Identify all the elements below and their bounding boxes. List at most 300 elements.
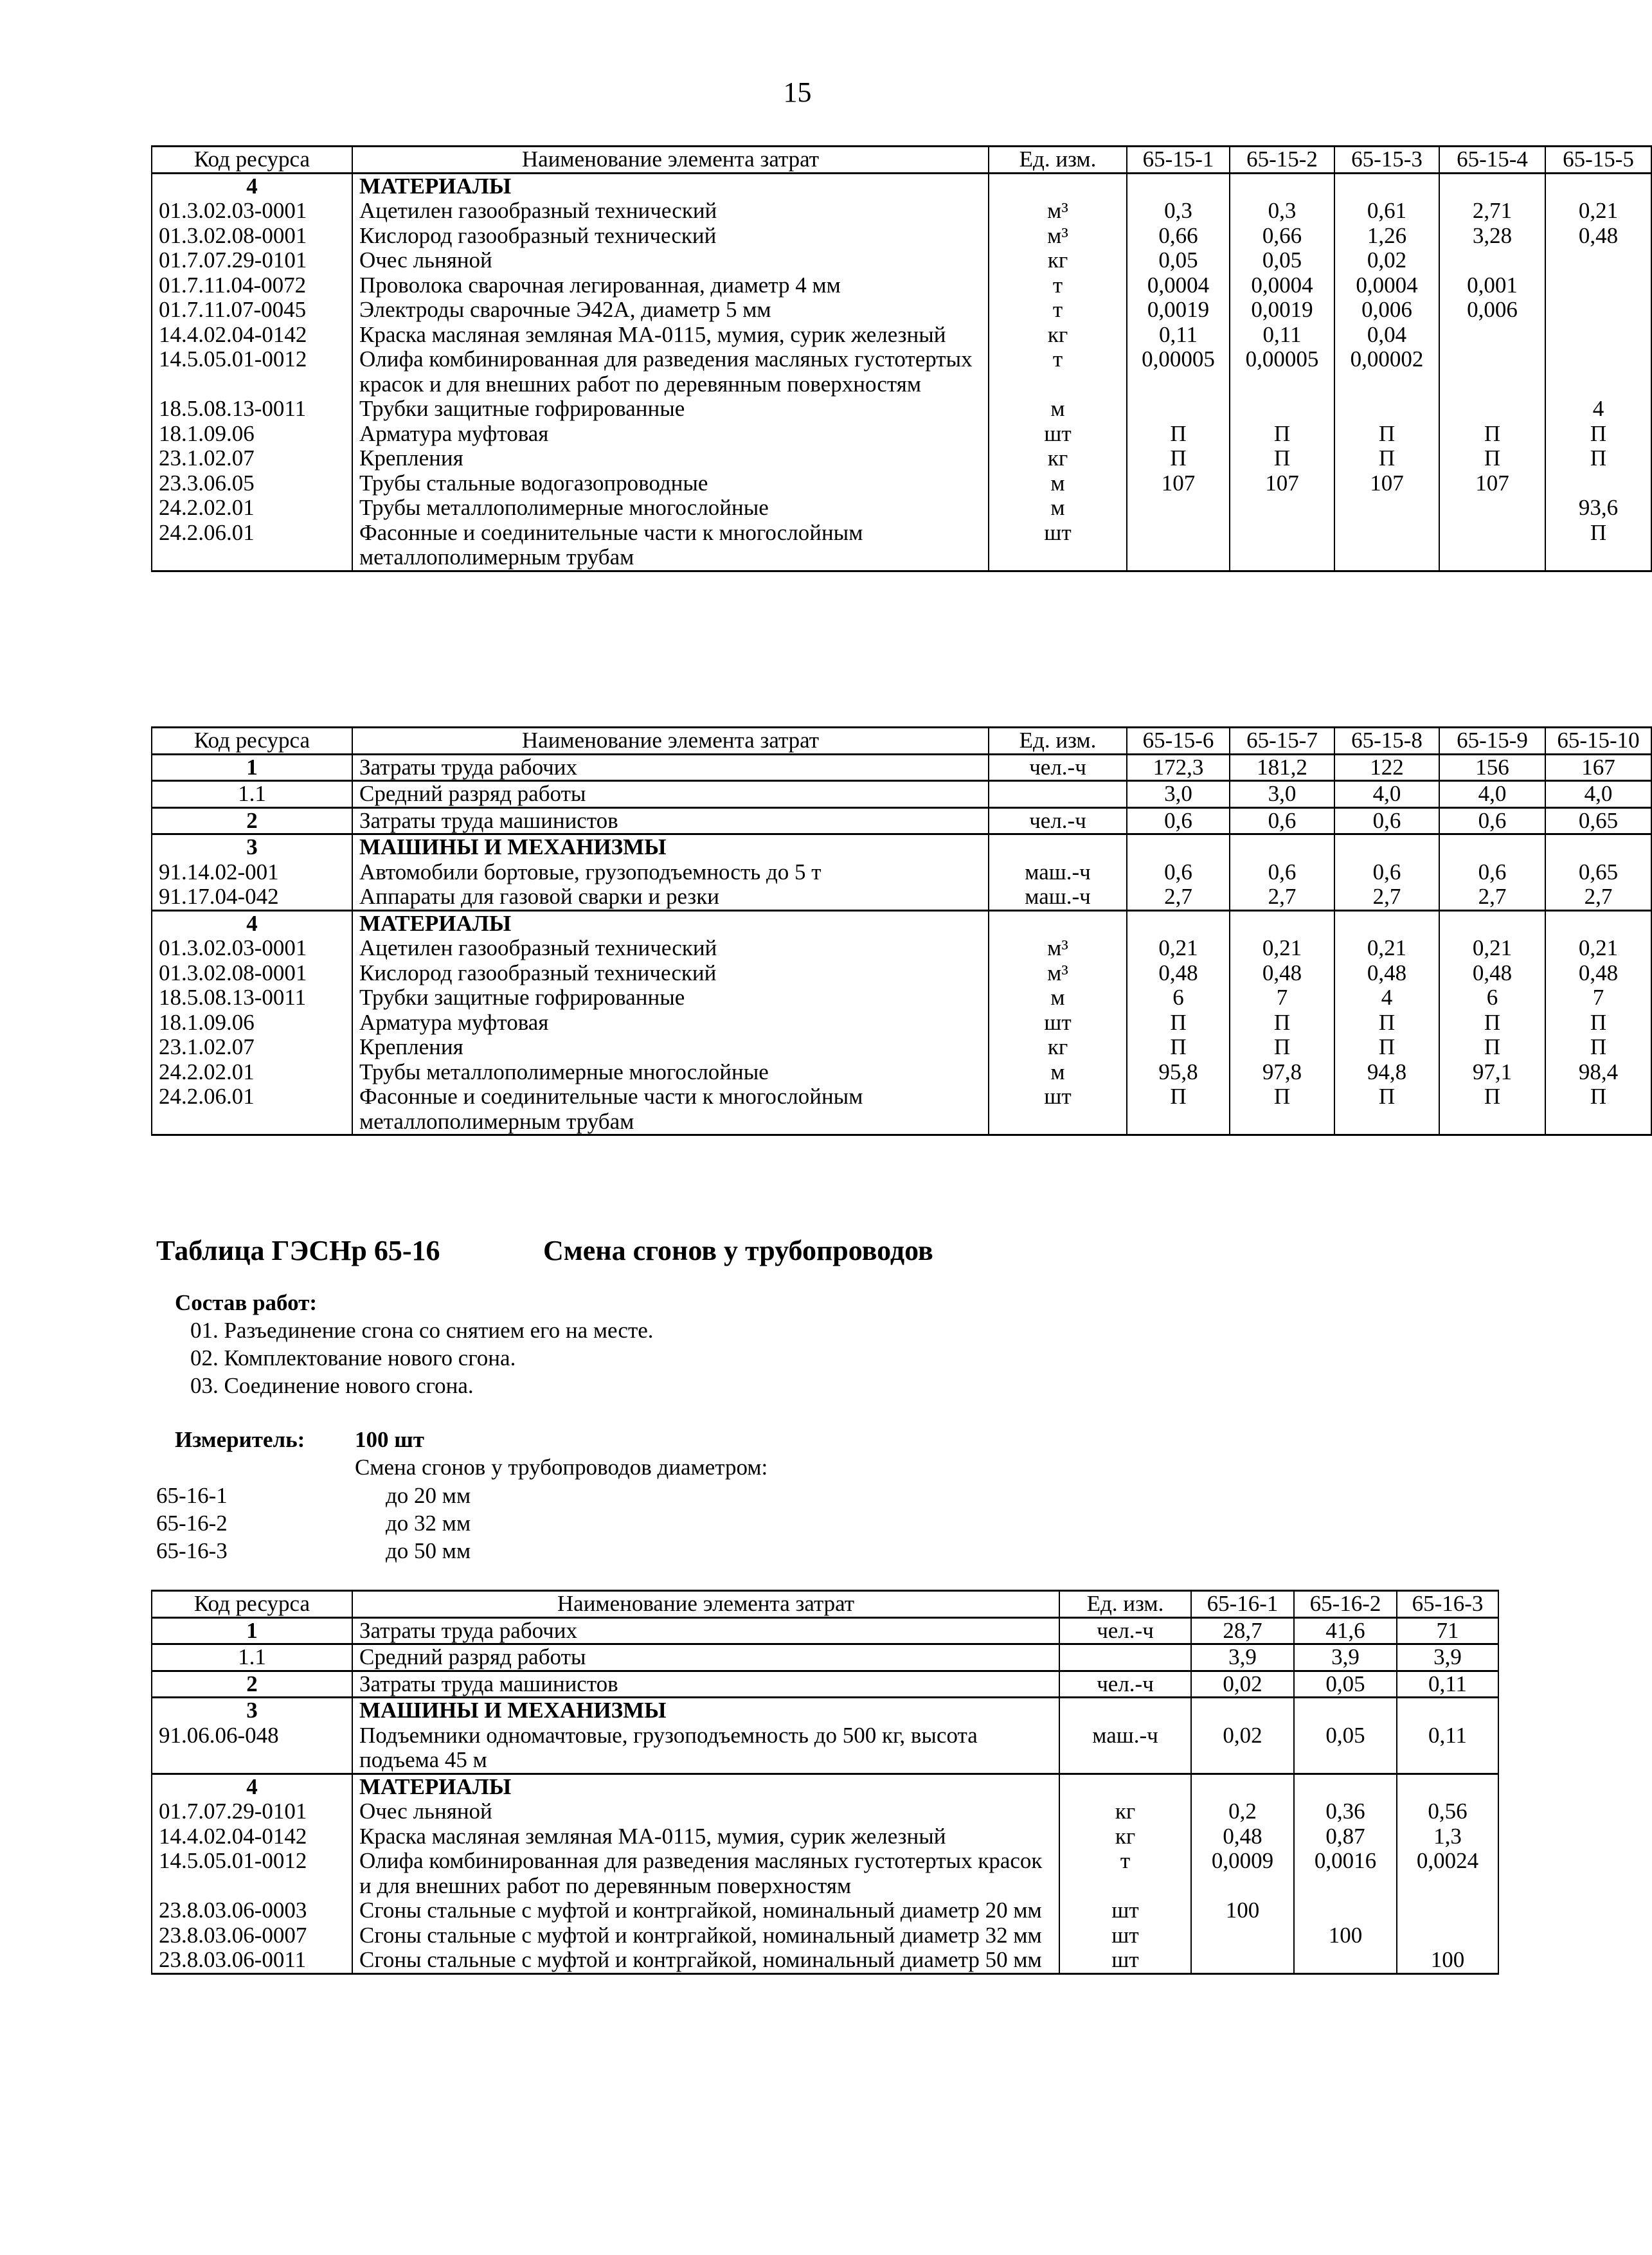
- resource-name: МАШИНЫ И МЕХАНИЗМЫ: [352, 834, 989, 860]
- unit: шт: [1059, 1923, 1191, 1948]
- value-cell: П: [1334, 422, 1439, 447]
- value-cell: [1127, 910, 1230, 936]
- table-row: [152, 1948, 1498, 1973]
- table-row: [152, 860, 1651, 885]
- resource-name: Средний разряд работы: [352, 781, 989, 808]
- value-cell: П: [1230, 1035, 1334, 1060]
- value-cell: [1334, 496, 1439, 521]
- value-cell: 4: [1545, 397, 1651, 422]
- resource-code: 01.3.02.03-0001: [152, 199, 352, 224]
- column-header: Наименование элемента затрат: [352, 1591, 1059, 1618]
- value-cell: 0,05: [1127, 248, 1230, 273]
- value-cell: П: [1545, 1084, 1651, 1135]
- value-cell: 0,006: [1439, 298, 1545, 323]
- value-cell: [1545, 910, 1651, 936]
- value-cell: 0,11: [1397, 1671, 1498, 1698]
- value-cell: 0,6: [1334, 807, 1439, 834]
- resource-name: Автомобили бортовые, грузоподъемность до 5 т: [352, 860, 989, 885]
- value-cell: 0,3: [1127, 199, 1230, 224]
- value-cell: 0,21: [1230, 936, 1334, 961]
- value-cell: 167: [1545, 754, 1651, 781]
- table-row: [152, 754, 1651, 781]
- column-header: 65-15-10: [1545, 728, 1651, 755]
- value-cell: 3,9: [1294, 1644, 1397, 1671]
- resource-name: Очес льняной: [352, 1799, 1059, 1824]
- value-cell: [1439, 347, 1545, 397]
- value-cell: П: [1127, 1035, 1230, 1060]
- unit: [1059, 1774, 1191, 1799]
- resource-name: Трубки защитные гофрированные: [352, 397, 989, 422]
- value-cell: 4,0: [1439, 781, 1545, 808]
- table-row: [152, 323, 1651, 348]
- resource-table-65-15-1-5: [151, 145, 1652, 572]
- resource-name: Фасонные и соединительные части к многослойным металлополимерным трубам: [352, 1084, 989, 1135]
- value-cell: 0,0004: [1334, 273, 1439, 298]
- value-cell: 0,6: [1230, 860, 1334, 885]
- table-row: [152, 1723, 1498, 1774]
- value-cell: П: [1545, 1035, 1651, 1060]
- resource-code: 18.1.09.06: [152, 422, 352, 447]
- table-row: [152, 1799, 1498, 1824]
- value-cell: 0,87: [1294, 1824, 1397, 1849]
- unit: м³: [989, 199, 1127, 224]
- value-cell: П: [1545, 521, 1651, 571]
- page-number: 15: [783, 76, 812, 108]
- value-cell: 0,0009: [1191, 1849, 1294, 1898]
- resource-code: 4: [152, 173, 352, 199]
- value-cell: [1127, 173, 1230, 199]
- table-row: [152, 1849, 1498, 1898]
- value-cell: [1230, 496, 1334, 521]
- value-cell: П: [1545, 1011, 1651, 1036]
- resource-code: 91.14.02-001: [152, 860, 352, 885]
- value-cell: 0,48: [1127, 961, 1230, 986]
- value-cell: [1545, 273, 1651, 298]
- table-row: [152, 1084, 1651, 1135]
- table-header-row: [152, 728, 1651, 755]
- value-cell: 3,9: [1191, 1644, 1294, 1671]
- value-cell: [1334, 521, 1439, 571]
- column-header: Код ресурса: [152, 728, 352, 755]
- value-cell: 0,6: [1230, 807, 1334, 834]
- variant-text: до 32 мм: [386, 1511, 471, 1536]
- value-cell: [1230, 397, 1334, 422]
- table-row: [152, 885, 1651, 910]
- value-cell: 41,6: [1294, 1617, 1397, 1644]
- value-cell: [1191, 1948, 1294, 1973]
- unit: шт: [1059, 1948, 1191, 1973]
- resource-name: Очес льняной: [352, 248, 989, 273]
- value-cell: 4,0: [1545, 781, 1651, 808]
- unit: м: [989, 985, 1127, 1011]
- table-row: [152, 1011, 1651, 1036]
- variant-code: 65-16-3: [156, 1538, 228, 1564]
- value-cell: 2,7: [1545, 885, 1651, 910]
- table-row: [152, 936, 1651, 961]
- resource-code: 23.3.06.05: [152, 471, 352, 496]
- unit: чел.-ч: [989, 754, 1127, 781]
- value-cell: 6: [1127, 985, 1230, 1011]
- unit: [989, 781, 1127, 808]
- unit: маш.-ч: [989, 860, 1127, 885]
- value-cell: [1397, 1898, 1498, 1923]
- unit: маш.-ч: [1059, 1723, 1191, 1774]
- column-header: Код ресурса: [152, 1591, 352, 1618]
- column-header: 65-16-2: [1294, 1591, 1397, 1618]
- resource-code: 23.1.02.07: [152, 446, 352, 471]
- value-cell: 0,48: [1545, 224, 1651, 249]
- value-cell: 0,05: [1294, 1671, 1397, 1698]
- table-row: [152, 224, 1651, 249]
- column-header: Код ресурса: [152, 147, 352, 174]
- value-cell: [1397, 1698, 1498, 1723]
- unit: т: [989, 298, 1127, 323]
- value-cell: [1127, 521, 1230, 571]
- value-cell: [1334, 834, 1439, 860]
- resource-code: 14.5.05.01-0012: [152, 1849, 352, 1898]
- resource-code: 4: [152, 910, 352, 936]
- resource-name: Трубы стальные водогазопроводные: [352, 471, 989, 496]
- unit: кг: [1059, 1824, 1191, 1849]
- resource-code: 2: [152, 807, 352, 834]
- resource-code: 23.8.03.06-0011: [152, 1948, 352, 1973]
- value-cell: 100: [1294, 1923, 1397, 1948]
- value-cell: П: [1230, 422, 1334, 447]
- unit: т: [1059, 1849, 1191, 1898]
- value-cell: [1334, 397, 1439, 422]
- table-row: [152, 1774, 1498, 1799]
- resource-code: 1.1: [152, 781, 352, 808]
- value-cell: [1230, 834, 1334, 860]
- value-cell: 0,21: [1439, 936, 1545, 961]
- variant-texts: [386, 1482, 471, 1565]
- unit: [989, 834, 1127, 860]
- resource-code: 3: [152, 834, 352, 860]
- value-cell: 122: [1334, 754, 1439, 781]
- value-cell: 4,0: [1334, 781, 1439, 808]
- resource-name: Сгоны стальные с муфтой и контргайкой, номинальный диаметр 20 мм: [352, 1898, 1059, 1923]
- table-row: [152, 1923, 1498, 1948]
- value-cell: [1334, 910, 1439, 936]
- table-row: [152, 1898, 1498, 1923]
- resource-name: МАШИНЫ И МЕХАНИЗМЫ: [352, 1698, 1059, 1723]
- value-cell: [1127, 834, 1230, 860]
- measure-info: [355, 1426, 768, 1481]
- value-cell: 0,48: [1191, 1824, 1294, 1849]
- table-row: [152, 471, 1651, 496]
- value-cell: 98,4: [1545, 1060, 1651, 1085]
- value-cell: [1545, 248, 1651, 273]
- unit: м³: [989, 224, 1127, 249]
- value-cell: 1,26: [1334, 224, 1439, 249]
- resource-name: Трубы металлополимерные многослойные: [352, 1060, 989, 1085]
- unit: маш.-ч: [989, 885, 1127, 910]
- resource-code: 18.5.08.13-0011: [152, 397, 352, 422]
- unit: [989, 910, 1127, 936]
- value-cell: 2,71: [1439, 199, 1545, 224]
- resource-name: Крепления: [352, 1035, 989, 1060]
- resource-name: Арматура муфтовая: [352, 1011, 989, 1036]
- value-cell: [1230, 910, 1334, 936]
- table-row: [152, 199, 1651, 224]
- resource-name: Краска масляная земляная МА-0115, мумия, сурик железный: [352, 1824, 1059, 1849]
- value-cell: 0,6: [1439, 807, 1545, 834]
- value-cell: 0,21: [1334, 936, 1439, 961]
- column-header: 65-15-2: [1230, 147, 1334, 174]
- value-cell: 0,006: [1334, 298, 1439, 323]
- value-cell: 6: [1439, 985, 1545, 1011]
- value-cell: 100: [1191, 1898, 1294, 1923]
- value-cell: 0,66: [1230, 224, 1334, 249]
- column-header: 65-15-9: [1439, 728, 1545, 755]
- resource-code: 01.7.07.29-0101: [152, 1799, 352, 1824]
- unit: кг: [989, 323, 1127, 348]
- resource-code: 2: [152, 1671, 352, 1698]
- table-row: [152, 1698, 1498, 1723]
- work-item: 03. Соединение нового сгона.: [190, 1373, 474, 1399]
- value-cell: [1545, 323, 1651, 348]
- resource-name: Аппараты для газовой сварки и резки: [352, 885, 989, 910]
- resource-name: Сгоны стальные с муфтой и контргайкой, номинальный диаметр 50 мм: [352, 1948, 1059, 1973]
- resource-code: 14.5.05.01-0012: [152, 347, 352, 397]
- resource-name: Средний разряд работы: [352, 1644, 1059, 1671]
- resource-code: 14.4.02.04-0142: [152, 1824, 352, 1849]
- resource-name: Олифа комбинированная для разведения масляных густотертых красок и для внешних работ по деревянным поверхностям: [352, 347, 989, 397]
- work-item: 02. Комплектование нового сгона.: [190, 1345, 516, 1371]
- table-row: [152, 781, 1651, 808]
- column-header: Наименование элемента затрат: [352, 147, 989, 174]
- table-row: [152, 298, 1651, 323]
- table-row: [152, 1035, 1651, 1060]
- unit: кг: [989, 1035, 1127, 1060]
- resource-name: Олифа комбинированная для разведения масляных густотертых красок и для внешних работ по деревянным поверхностям: [352, 1849, 1059, 1898]
- value-cell: П: [1127, 422, 1230, 447]
- work-label: Состав работ:: [175, 1290, 317, 1315]
- variant-codes: [156, 1482, 228, 1565]
- column-header: 65-15-4: [1439, 147, 1545, 174]
- value-cell: 7: [1230, 985, 1334, 1011]
- resource-name: Трубы металлополимерные многослойные: [352, 496, 989, 521]
- value-cell: П: [1545, 422, 1651, 447]
- value-cell: 4: [1334, 985, 1439, 1011]
- value-cell: [1545, 347, 1651, 397]
- resource-name: Подъемники одномачтовые, грузоподъемность до 500 кг, высота подъема 45 м: [352, 1723, 1059, 1774]
- resource-code: 91.06.06-048: [152, 1723, 352, 1774]
- resource-name: Арматура муфтовая: [352, 422, 989, 447]
- value-cell: [1397, 1923, 1498, 1948]
- value-cell: 2,7: [1334, 885, 1439, 910]
- value-cell: 0,65: [1545, 860, 1651, 885]
- value-cell: 0,21: [1545, 936, 1651, 961]
- column-header: 65-15-1: [1127, 147, 1230, 174]
- resource-code: 1.1: [152, 1644, 352, 1671]
- value-cell: П: [1439, 1011, 1545, 1036]
- unit: шт: [989, 422, 1127, 447]
- value-cell: [1397, 1774, 1498, 1799]
- variant-text: до 50 мм: [386, 1538, 471, 1564]
- resource-code: 01.7.07.29-0101: [152, 248, 352, 273]
- value-cell: 0,04: [1334, 323, 1439, 348]
- resource-code: 24.2.06.01: [152, 521, 352, 571]
- value-cell: 0,6: [1127, 860, 1230, 885]
- resource-code: 3: [152, 1698, 352, 1723]
- value-cell: 0,65: [1545, 807, 1651, 834]
- table-row: [152, 1617, 1498, 1644]
- value-cell: 0,2: [1191, 1799, 1294, 1824]
- value-cell: 172,3: [1127, 754, 1230, 781]
- value-cell: 0,0004: [1127, 273, 1230, 298]
- value-cell: П: [1334, 1084, 1439, 1135]
- resource-code: 01.3.02.08-0001: [152, 224, 352, 249]
- table-row: [152, 521, 1651, 571]
- column-header: Ед. изм.: [989, 728, 1127, 755]
- value-cell: 3,28: [1439, 224, 1545, 249]
- column-header: Ед. изм.: [989, 147, 1127, 174]
- resource-name: Кислород газообразный технический: [352, 224, 989, 249]
- table-row: [152, 807, 1651, 834]
- unit: кг: [1059, 1799, 1191, 1824]
- work-item: 01. Разъединение сгона со снятием его на месте.: [190, 1318, 654, 1343]
- unit: [1059, 1698, 1191, 1723]
- table-header-row: [152, 1591, 1498, 1618]
- unit: м³: [989, 961, 1127, 986]
- resource-code: 01.3.02.08-0001: [152, 961, 352, 986]
- value-cell: 0,05: [1294, 1723, 1397, 1774]
- value-cell: [1545, 298, 1651, 323]
- value-cell: [1545, 471, 1651, 496]
- value-cell: 94,8: [1334, 1060, 1439, 1085]
- value-cell: [1439, 521, 1545, 571]
- value-cell: 0,66: [1127, 224, 1230, 249]
- value-cell: [1334, 173, 1439, 199]
- value-cell: 107: [1334, 471, 1439, 496]
- resource-name: Трубки защитные гофрированные: [352, 985, 989, 1011]
- value-cell: 3,0: [1127, 781, 1230, 808]
- value-cell: 0,02: [1191, 1723, 1294, 1774]
- value-cell: [1294, 1774, 1397, 1799]
- value-cell: 2,7: [1127, 885, 1230, 910]
- value-cell: П: [1439, 1084, 1545, 1135]
- value-cell: [1191, 1923, 1294, 1948]
- resource-code: 14.4.02.04-0142: [152, 323, 352, 348]
- resource-name: Затраты труда рабочих: [352, 754, 989, 781]
- value-cell: 0,11: [1230, 323, 1334, 348]
- value-cell: П: [1545, 446, 1651, 471]
- value-cell: 0,11: [1397, 1723, 1498, 1774]
- value-cell: П: [1127, 1084, 1230, 1135]
- value-cell: 0,61: [1334, 199, 1439, 224]
- variant-code: 65-16-1: [156, 1483, 228, 1508]
- table-row: [152, 496, 1651, 521]
- value-cell: 0,00005: [1230, 347, 1334, 397]
- unit: м: [989, 1060, 1127, 1085]
- variant-code: 65-16-2: [156, 1511, 228, 1536]
- value-cell: 0,0004: [1230, 273, 1334, 298]
- column-header: 65-16-1: [1191, 1591, 1294, 1618]
- value-cell: 0,3: [1230, 199, 1334, 224]
- table-row: [152, 397, 1651, 422]
- resource-code: 24.2.06.01: [152, 1084, 352, 1135]
- value-cell: 0,02: [1334, 248, 1439, 273]
- value-cell: П: [1439, 446, 1545, 471]
- unit: м: [989, 496, 1127, 521]
- column-header: 65-15-7: [1230, 728, 1334, 755]
- table-label: Таблица ГЭСНр 65-16: [156, 1235, 440, 1266]
- column-header: 65-16-3: [1397, 1591, 1498, 1618]
- unit: м: [989, 397, 1127, 422]
- value-cell: [1127, 397, 1230, 422]
- value-cell: 0,0019: [1127, 298, 1230, 323]
- resource-code: 4: [152, 1774, 352, 1799]
- measure-label: [175, 1426, 305, 1453]
- value-cell: П: [1230, 1084, 1334, 1135]
- resource-name: Краска масляная земляная МА-0115, мумия, сурик железный: [352, 323, 989, 348]
- unit: кг: [989, 248, 1127, 273]
- value-cell: [1191, 1698, 1294, 1723]
- table-row: [152, 1824, 1498, 1849]
- resource-name: МАТЕРИАЛЫ: [352, 910, 989, 936]
- column-header: Ед. изм.: [1059, 1591, 1191, 1618]
- value-cell: 7: [1545, 985, 1651, 1011]
- resource-code: 01.7.11.04-0072: [152, 273, 352, 298]
- value-cell: П: [1334, 1035, 1439, 1060]
- table-row: [152, 1644, 1498, 1671]
- value-cell: [1294, 1898, 1397, 1923]
- resource-name: Затраты труда машинистов: [352, 807, 989, 834]
- value-cell: 0,0019: [1230, 298, 1334, 323]
- value-cell: 28,7: [1191, 1617, 1294, 1644]
- resource-code: 91.17.04-042: [152, 885, 352, 910]
- resource-code: 24.2.02.01: [152, 1060, 352, 1085]
- value-cell: 0,02: [1191, 1671, 1294, 1698]
- resource-name: Ацетилен газообразный технический: [352, 936, 989, 961]
- resource-code: 23.8.03.06-0007: [152, 1923, 352, 1948]
- resource-table-65-15-6-10: [151, 726, 1652, 1136]
- resource-name: Затраты труда рабочих: [352, 1617, 1059, 1644]
- unit: т: [989, 347, 1127, 397]
- value-cell: 0,21: [1545, 199, 1651, 224]
- value-cell: 107: [1230, 471, 1334, 496]
- column-header: 65-15-5: [1545, 147, 1651, 174]
- value-cell: 0,56: [1397, 1799, 1498, 1824]
- value-cell: [1191, 1774, 1294, 1799]
- unit: [989, 173, 1127, 199]
- value-cell: 3,9: [1397, 1644, 1498, 1671]
- value-cell: 100: [1397, 1948, 1498, 1973]
- measure-label-text: Измеритель:: [175, 1427, 305, 1452]
- value-cell: 2,7: [1230, 885, 1334, 910]
- work-items: [190, 1316, 654, 1399]
- value-cell: [1230, 173, 1334, 199]
- value-cell: [1439, 834, 1545, 860]
- table-row: [152, 1671, 1498, 1698]
- value-cell: 95,8: [1127, 1060, 1230, 1085]
- unit: чел.-ч: [1059, 1671, 1191, 1698]
- value-cell: 0,11: [1127, 323, 1230, 348]
- unit: шт: [989, 1084, 1127, 1135]
- value-cell: [1545, 173, 1651, 199]
- resource-name: Фасонные и соединительные части к многослойным металлополимерным трубам: [352, 521, 989, 571]
- value-cell: 0,36: [1294, 1799, 1397, 1824]
- resource-name: МАТЕРИАЛЫ: [352, 173, 989, 199]
- value-cell: 3,0: [1230, 781, 1334, 808]
- value-cell: П: [1127, 1011, 1230, 1036]
- value-cell: 0,05: [1230, 248, 1334, 273]
- resource-code: 23.1.02.07: [152, 1035, 352, 1060]
- value-cell: П: [1334, 446, 1439, 471]
- measure-description: Смена сгонов у трубопроводов диаметром:: [355, 1455, 768, 1480]
- table-row: [152, 446, 1651, 471]
